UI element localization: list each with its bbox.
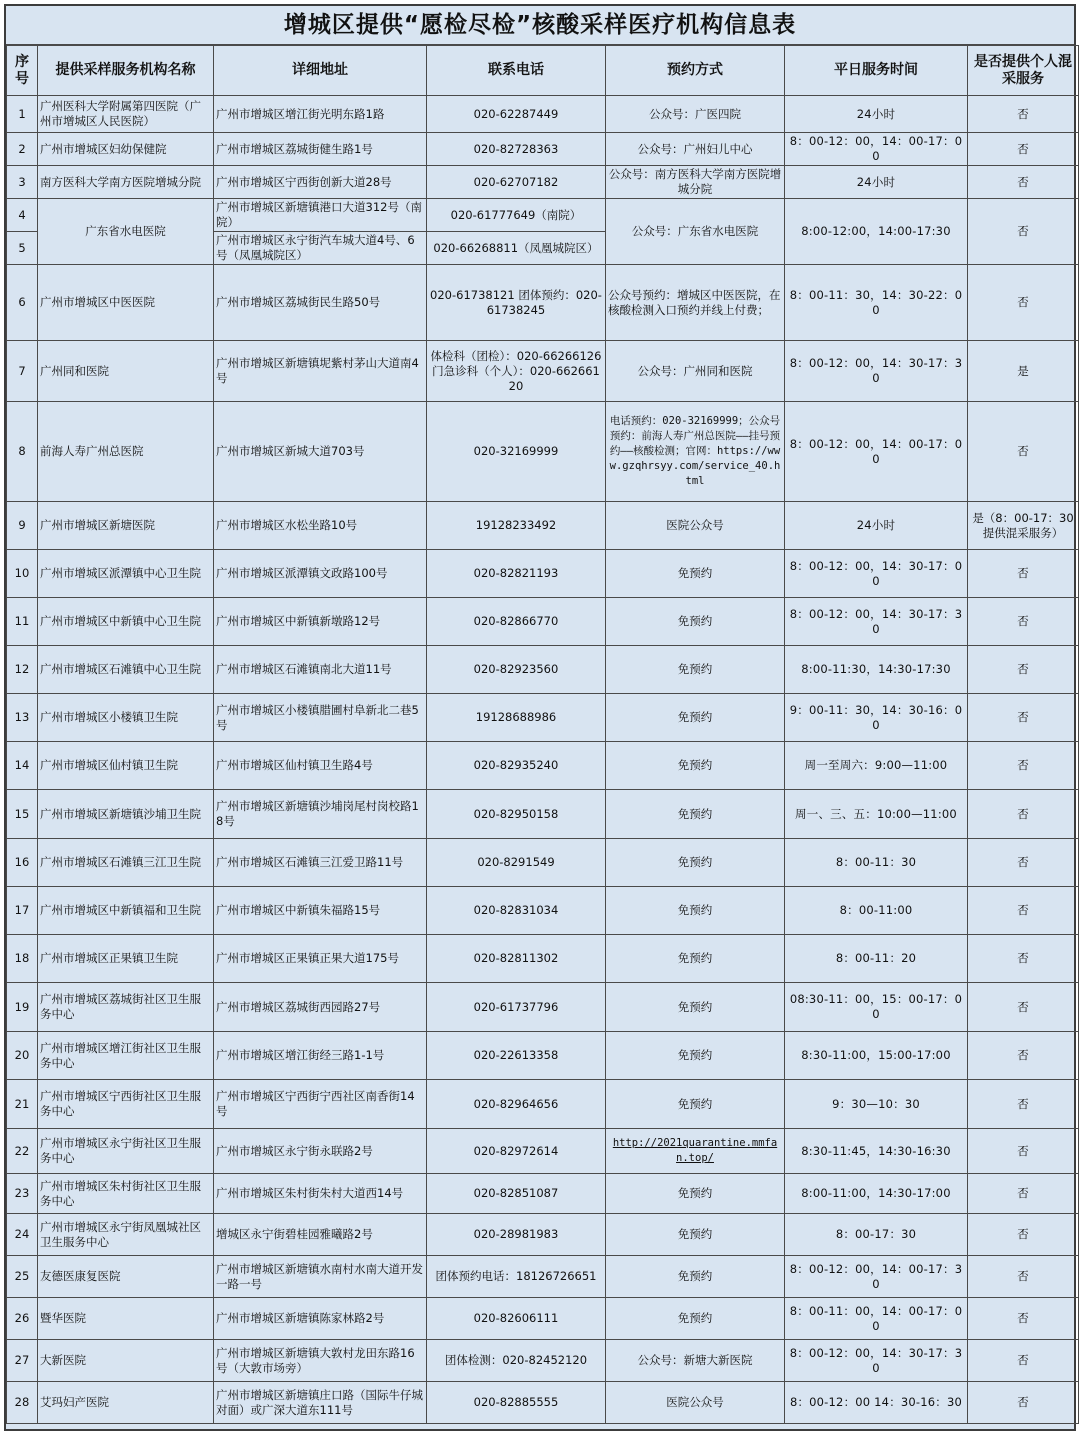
service-hours: 24小时 — [785, 96, 968, 133]
mixed-sampling-status: 否 — [968, 1340, 1079, 1382]
contact-phone: 19128688986 — [427, 694, 606, 742]
mixed-sampling-status: 否 — [968, 1174, 1079, 1214]
contact-phone: 020-82606111 — [427, 1298, 606, 1340]
service-hours: 8:00-12:00，14:00-17:30 — [785, 199, 968, 265]
appointment-link[interactable]: http://2021quarantine.mmfan.top/ — [606, 1129, 785, 1174]
institution-address: 广州市增城区荔城街民生路50号 — [214, 265, 427, 341]
institution-name: 广州市增城区增江街社区卫生服务中心 — [38, 1032, 214, 1080]
institution-name: 广州市增城区中新镇中心卫生院 — [38, 598, 214, 646]
mixed-sampling-status: 否 — [968, 1032, 1079, 1080]
row-number: 8 — [7, 402, 38, 502]
appointment-method: 免预约 — [606, 1032, 785, 1080]
mixed-sampling-status: 否 — [968, 1298, 1079, 1340]
table-row — [7, 935, 1079, 983]
appointment-method: 医院公众号 — [606, 1382, 785, 1424]
mixed-sampling-status: 否 — [968, 598, 1079, 646]
row-number: 12 — [7, 646, 38, 694]
table-row — [7, 1129, 1079, 1174]
institution-name: 广州市增城区妇幼保健院 — [38, 133, 214, 166]
institution-address: 广州市增城区中新镇新墩路12号 — [214, 598, 427, 646]
contact-phone: 020-32169999 — [427, 402, 606, 502]
table-row — [7, 839, 1079, 887]
service-hours: 8：00-12：00，14：30-17：30 — [785, 341, 968, 402]
mixed-sampling-status: 否 — [968, 166, 1079, 199]
col-header-name: 提供采样服务机构名称 — [38, 46, 214, 96]
contact-phone: 020-82811302 — [427, 935, 606, 983]
appointment-method: 医院公众号 — [606, 502, 785, 550]
institution-name: 广州市增城区新塘镇沙埔卫生院 — [38, 790, 214, 839]
service-hours: 9：30—10：30 — [785, 1080, 968, 1129]
mixed-sampling-status: 否 — [968, 265, 1079, 341]
row-number: 6 — [7, 265, 38, 341]
institution-table — [6, 45, 1079, 1424]
row-number: 16 — [7, 839, 38, 887]
institution-address: 广州市增城区新城大道703号 — [214, 402, 427, 502]
service-hours: 8：00-12：00，14：00-17：00 — [785, 402, 968, 502]
institution-address: 增城区永宁街碧桂园雅曦路2号 — [214, 1214, 427, 1256]
service-hours: 8：00-17：30 — [785, 1214, 968, 1256]
table-row — [7, 1256, 1079, 1298]
row-number: 28 — [7, 1382, 38, 1424]
service-hours: 8：00-12：00 14：30-16：30 — [785, 1382, 968, 1424]
contact-phone: 020-82972614 — [427, 1129, 606, 1174]
institution-address: 广州市增城区石滩镇南北大道11号 — [214, 646, 427, 694]
institution-address: 广州市增城区荔城街健生路1号 — [214, 133, 427, 166]
institution-name: 广州市增城区石滩镇三江卫生院 — [38, 839, 214, 887]
mixed-sampling-status: 否 — [968, 839, 1079, 887]
table-row — [7, 133, 1079, 166]
appointment-method: 免预约 — [606, 694, 785, 742]
mixed-sampling-status: 否 — [968, 96, 1079, 133]
row-number: 1 — [7, 96, 38, 133]
service-hours: 8：00-11：30 — [785, 839, 968, 887]
appointment-method: 公众号：新塘大新医院 — [606, 1340, 785, 1382]
table-row — [7, 1382, 1079, 1424]
institution-address: 广州市增城区新塘镇港口大道312号（南院） — [214, 199, 427, 232]
mixed-sampling-status: 否 — [968, 550, 1079, 598]
institution-name: 广州市增城区小楼镇卫生院 — [38, 694, 214, 742]
table-row — [7, 1174, 1079, 1214]
service-hours: 24小时 — [785, 502, 968, 550]
institution-address: 广州市增城区新塘镇沙埔岗尾村岗校路18号 — [214, 790, 427, 839]
table-row — [7, 341, 1079, 402]
contact-phone: 020-82964656 — [427, 1080, 606, 1129]
appointment-method: 免预约 — [606, 983, 785, 1032]
table-row — [7, 742, 1079, 790]
mixed-sampling-status: 否 — [968, 935, 1079, 983]
contact-phone: 020-8291549 — [427, 839, 606, 887]
institution-name: 大新医院 — [38, 1340, 214, 1382]
mixed-sampling-status: 否 — [968, 742, 1079, 790]
service-hours: 8：00-12：00，14：00-17：30 — [785, 1256, 968, 1298]
row-number: 21 — [7, 1080, 38, 1129]
contact-phone: 020-82885555 — [427, 1382, 606, 1424]
table-row — [7, 96, 1079, 133]
service-hours: 08:30-11：00，15：00-17：00 — [785, 983, 968, 1032]
institution-name: 暨华医院 — [38, 1298, 214, 1340]
contact-phone: 020-82851087 — [427, 1174, 606, 1214]
service-hours: 8：00-11：00，14：00-17：00 — [785, 1298, 968, 1340]
contact-phone: 19128233492 — [427, 502, 606, 550]
institution-address: 广州市增城区增江街光明东路1路 — [214, 96, 427, 133]
contact-phone: 020-22613358 — [427, 1032, 606, 1080]
appointment-method: 免预约 — [606, 1298, 785, 1340]
institution-address: 广州市增城区派潭镇文政路100号 — [214, 550, 427, 598]
service-hours: 8：00-11：20 — [785, 935, 968, 983]
contact-phone: 020-66268811（凤凰城院区） — [427, 232, 606, 265]
contact-phone: 020-62287449 — [427, 96, 606, 133]
header-row — [7, 46, 1079, 96]
appointment-method: 免预约 — [606, 550, 785, 598]
institution-name: 广州市增城区正果镇卫生院 — [38, 935, 214, 983]
institution-name: 广州同和医院 — [38, 341, 214, 402]
row-number: 14 — [7, 742, 38, 790]
row-number: 11 — [7, 598, 38, 646]
mixed-sampling-status: 否 — [968, 983, 1079, 1032]
institution-name: 友德医康复医院 — [38, 1256, 214, 1298]
institution-name: 广州医科大学附属第四医院（广州市增城区人民医院） — [38, 96, 214, 133]
institution-address: 广州市增城区小楼镇腊圃村阜新北二巷5号 — [214, 694, 427, 742]
institution-name: 广州市增城区朱村街社区卫生服务中心 — [38, 1174, 214, 1214]
institution-address: 广州市增城区增江街经三路1-1号 — [214, 1032, 427, 1080]
appointment-method: 免预约 — [606, 935, 785, 983]
contact-phone: 020-82923560 — [427, 646, 606, 694]
table-row — [7, 550, 1079, 598]
institution-address: 广州市增城区永宁街汽车城大道4号、6号（凤凰城院区） — [214, 232, 427, 265]
institution-address: 广州市增城区中新镇朱福路15号 — [214, 887, 427, 935]
row-number: 26 — [7, 1298, 38, 1340]
appointment-method: 免预约 — [606, 1214, 785, 1256]
institution-address: 广州市增城区水松坐路10号 — [214, 502, 427, 550]
table-row — [7, 646, 1079, 694]
info-sheet — [4, 4, 1076, 1431]
col-header-no: 序号 — [7, 46, 38, 96]
institution-address: 广州市增城区仙村镇卫生路4号 — [214, 742, 427, 790]
institution-name: 广州市增城区中新镇福和卫生院 — [38, 887, 214, 935]
row-number: 25 — [7, 1256, 38, 1298]
service-hours: 周一、三、五：10:00—11:00 — [785, 790, 968, 839]
appointment-method: 电话预约：020-32169999；公众号预约：前海人寿广州总医院——挂号预约——核酸检测；官网：https://www.gzqhrsyy.com/service_40.html — [606, 402, 785, 502]
mixed-sampling-status: 是（8：00-17：30提供混采服务） — [968, 502, 1079, 550]
institution-name: 广州市增城区荔城街社区卫生服务中心 — [38, 983, 214, 1032]
contact-phone: 020-82935240 — [427, 742, 606, 790]
institution-address: 广州市增城区新塘镇陈家林路2号 — [214, 1298, 427, 1340]
row-number: 17 — [7, 887, 38, 935]
table-row — [7, 265, 1079, 341]
institution-name: 广州市增城区中医医院 — [38, 265, 214, 341]
row-number: 5 — [7, 232, 38, 265]
contact-phone: 020-61777649（南院） — [427, 199, 606, 232]
appointment-method: 免预约 — [606, 839, 785, 887]
row-number: 19 — [7, 983, 38, 1032]
col-header-appointment: 预约方式 — [606, 46, 785, 96]
mixed-sampling-status: 否 — [968, 1129, 1079, 1174]
appointment-method: 免预约 — [606, 1080, 785, 1129]
table-row — [7, 598, 1079, 646]
appointment-method: 公众号：广州同和医院 — [606, 341, 785, 402]
service-hours: 8：00-12：00，14：30-17：00 — [785, 550, 968, 598]
contact-phone: 020-61737796 — [427, 983, 606, 1032]
mixed-sampling-status: 否 — [968, 1256, 1079, 1298]
appointment-method: 公众号预约：增城区中医医院，在核酸检测入口预约并线上付费； — [606, 265, 785, 341]
appointment-method: 免预约 — [606, 887, 785, 935]
appointment-method: 免预约 — [606, 1256, 785, 1298]
appointment-method: 公众号：南方医科大学南方医院增城分院 — [606, 166, 785, 199]
institution-name: 广州市增城区永宁街社区卫生服务中心 — [38, 1129, 214, 1174]
institution-address: 广州市增城区新塘镇庄口路（国际牛仔城对面）或广深大道东111号 — [214, 1382, 427, 1424]
appointment-method: 免预约 — [606, 742, 785, 790]
mixed-sampling-status: 否 — [968, 694, 1079, 742]
institution-name: 广州市增城区新塘医院 — [38, 502, 214, 550]
institution-address: 广州市增城区朱村街朱村大道西14号 — [214, 1174, 427, 1214]
table-row — [7, 694, 1079, 742]
institution-address: 广州市增城区宁西街宁西社区南香街14号 — [214, 1080, 427, 1129]
institution-address: 广州市增城区新塘镇坭紫村茅山大道南4号 — [214, 341, 427, 402]
institution-address: 广州市增城区新塘镇大敦村龙田东路16号（大敦市场旁） — [214, 1340, 427, 1382]
institution-address: 广州市增城区宁西街创新大道28号 — [214, 166, 427, 199]
table-row — [7, 983, 1079, 1032]
mixed-sampling-status: 否 — [968, 790, 1079, 839]
appointment-method: 免预约 — [606, 646, 785, 694]
institution-address: 广州市增城区永宁街永联路2号 — [214, 1129, 427, 1174]
service-hours: 8：00-12：00，14：00-17：00 — [785, 133, 968, 166]
service-hours: 9：00-11：30，14：30-16：00 — [785, 694, 968, 742]
institution-name: 广东省水电医院 — [38, 199, 214, 265]
institution-address: 广州市增城区荔城街西园路27号 — [214, 983, 427, 1032]
contact-phone: 团体检测：020-82452120 — [427, 1340, 606, 1382]
col-header-phone: 联系电话 — [427, 46, 606, 96]
col-header-hours: 平日服务时间 — [785, 46, 968, 96]
table-row — [7, 402, 1079, 502]
mixed-sampling-status: 否 — [968, 133, 1079, 166]
appointment-method: 免预约 — [606, 1174, 785, 1214]
table-row — [7, 1214, 1079, 1256]
page-title: 增城区提供“愿检尽检”核酸采样医疗机构信息表 — [6, 6, 1074, 45]
mixed-sampling-status: 是 — [968, 341, 1079, 402]
row-number: 3 — [7, 166, 38, 199]
contact-phone: 020-82866770 — [427, 598, 606, 646]
appointment-method: 免预约 — [606, 598, 785, 646]
row-number: 4 — [7, 199, 38, 232]
institution-name: 前海人寿广州总医院 — [38, 402, 214, 502]
table-row — [7, 887, 1079, 935]
contact-phone: 020-82831034 — [427, 887, 606, 935]
service-hours: 8：00-11:00 — [785, 887, 968, 935]
contact-phone: 020-61738121 团体预约：020-61738245 — [427, 265, 606, 341]
mixed-sampling-status: 否 — [968, 1080, 1079, 1129]
mixed-sampling-status: 否 — [968, 646, 1079, 694]
contact-phone: 体检科（团检）：020-66266126 门急诊科（个人）：020-66266120 — [427, 341, 606, 402]
table-row — [7, 790, 1079, 839]
table-row — [7, 1298, 1079, 1340]
mixed-sampling-status: 否 — [968, 887, 1079, 935]
table-row — [7, 502, 1079, 550]
mixed-sampling-status: 否 — [968, 1382, 1079, 1424]
row-number: 18 — [7, 935, 38, 983]
appointment-method: 公众号：广东省水电医院 — [606, 199, 785, 265]
contact-phone: 020-82821193 — [427, 550, 606, 598]
appointment-method: 公众号：广医四院 — [606, 96, 785, 133]
service-hours: 8：00-11：30，14：30-22：00 — [785, 265, 968, 341]
mixed-sampling-status: 否 — [968, 199, 1079, 265]
row-number: 22 — [7, 1129, 38, 1174]
service-hours: 8:00-11:30，14:30-17:30 — [785, 646, 968, 694]
appointment-method: 免预约 — [606, 790, 785, 839]
table-body — [7, 96, 1079, 1424]
institution-name: 广州市增城区宁西街社区卫生服务中心 — [38, 1080, 214, 1129]
table-row — [7, 166, 1079, 199]
table-row — [7, 1340, 1079, 1382]
row-number: 9 — [7, 502, 38, 550]
institution-name: 广州市增城区仙村镇卫生院 — [38, 742, 214, 790]
service-hours: 8：00-12：00，14：30-17：30 — [785, 598, 968, 646]
contact-phone: 020-82728363 — [427, 133, 606, 166]
row-number: 27 — [7, 1340, 38, 1382]
contact-phone: 020-62707182 — [427, 166, 606, 199]
contact-phone: 团体预约电话：18126726651 — [427, 1256, 606, 1298]
service-hours: 8:30-11:00，15:00-17:00 — [785, 1032, 968, 1080]
col-header-address: 详细地址 — [214, 46, 427, 96]
institution-name: 南方医科大学南方医院增城分院 — [38, 166, 214, 199]
institution-address: 广州市增城区新塘镇水南村水南大道开发一路一号 — [214, 1256, 427, 1298]
appointment-method: 公众号：广州妇儿中心 — [606, 133, 785, 166]
service-hours: 8:00-11:00，14:30-17:00 — [785, 1174, 968, 1214]
row-number: 13 — [7, 694, 38, 742]
row-number: 23 — [7, 1174, 38, 1214]
service-hours: 24小时 — [785, 166, 968, 199]
row-number: 7 — [7, 341, 38, 402]
row-number: 20 — [7, 1032, 38, 1080]
table-row — [7, 1032, 1079, 1080]
service-hours: 8:30-11:45，14:30-16:30 — [785, 1129, 968, 1174]
mixed-sampling-status: 否 — [968, 1214, 1079, 1256]
service-hours: 8：00-12：00，14：30-17：30 — [785, 1340, 968, 1382]
institution-address: 广州市增城区石滩镇三江爱卫路11号 — [214, 839, 427, 887]
row-number: 2 — [7, 133, 38, 166]
row-number: 15 — [7, 790, 38, 839]
contact-phone: 020-82950158 — [427, 790, 606, 839]
institution-address: 广州市增城区正果镇正果大道175号 — [214, 935, 427, 983]
contact-phone: 020-28981983 — [427, 1214, 606, 1256]
row-number: 24 — [7, 1214, 38, 1256]
institution-name: 广州市增城区永宁街凤凰城社区卫生服务中心 — [38, 1214, 214, 1256]
row-number: 10 — [7, 550, 38, 598]
institution-name: 广州市增城区石滩镇中心卫生院 — [38, 646, 214, 694]
institution-name: 广州市增城区派潭镇中心卫生院 — [38, 550, 214, 598]
service-hours: 周一至周六：9:00—11:00 — [785, 742, 968, 790]
mixed-sampling-status: 否 — [968, 402, 1079, 502]
col-header-mixed-sampling: 是否提供个人混采服务 — [968, 46, 1079, 96]
table-row — [7, 1080, 1079, 1129]
institution-name: 艾玛妇产医院 — [38, 1382, 214, 1424]
table-row — [7, 199, 1079, 232]
